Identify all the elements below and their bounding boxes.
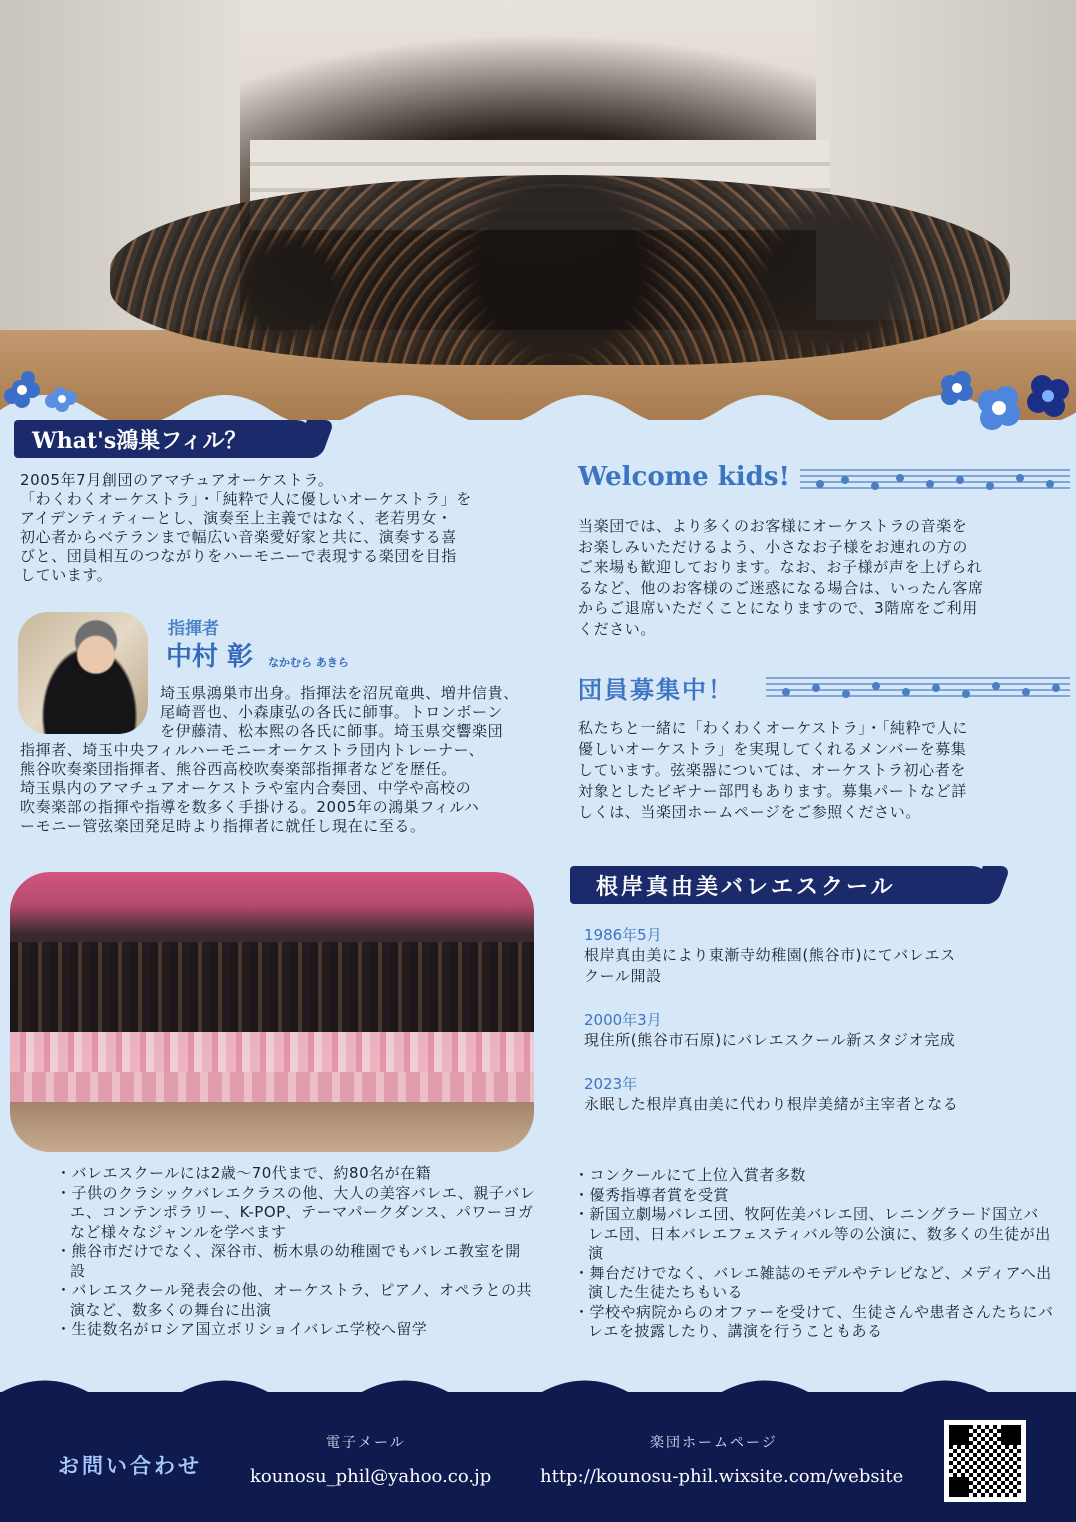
orchestra-stage-photo (0, 0, 1076, 420)
about-line: 初心者からベテランまで幅広い音楽愛好家と共に、演奏する喜 (20, 528, 457, 546)
conductor-bio-bottom (20, 741, 550, 836)
history-line: 永眠した根岸真由美に代わり根岸美緒が主宰者となる (584, 1095, 959, 1113)
about-header (14, 420, 314, 458)
conductor-reading: なかむら あきら (268, 656, 349, 669)
history-line: 現住所(熊谷市石原)にバレエスクール新スタジオ完成 (584, 1031, 956, 1049)
kids-line: 当楽団では、より多くのお客様にオーケストラの音楽を (578, 517, 968, 535)
list-item: ・ 学校や病院からのオファーを受けて、生徒さんや患者さんたちにバレエを披露したり、講演を行うこともある (574, 1303, 1054, 1342)
ballet-header (570, 866, 990, 904)
email-link[interactable]: kounosu_phil@yahoo.co.jp (250, 1466, 492, 1487)
email-label: 電子メール (326, 1435, 406, 1451)
about-line: 「わくわくオーケストラ」・「純粋で人に優しいオーケストラ」を (20, 490, 472, 508)
history-line: クール開設 (584, 967, 662, 985)
history-date: 1986年5月 (584, 926, 662, 944)
list-item: ・ 生徒数名がロシア国立ボリショイバレエ学校へ留学 (56, 1320, 536, 1340)
about-line: しています。 (20, 566, 113, 584)
kids-line: お楽しみいただけるよう、小さなお子様をお連れの方の (578, 537, 969, 556)
bio-line: 埼玉県鴻巣市出身。指揮法を沼尻竜典、増井信貴、 (160, 684, 519, 702)
recruit-header: 団員募集中！ (578, 676, 734, 704)
flower-decoration-left (0, 368, 90, 418)
kids-text (578, 516, 1058, 639)
history-line: 根岸真由美により東漸寺幼稚園(熊谷市)にてバレエス (584, 946, 956, 964)
conductor-photo (18, 612, 148, 734)
list-item: ・ 熊谷市だけでなく、深谷市、栃木県の幼稚園でもバレエ教室を開設 (56, 1242, 536, 1281)
recruit-line: しています。弦楽器については、オーケストラ初心者を (578, 761, 966, 779)
history-date: 2000年3月 (584, 1011, 662, 1029)
music-notes-icon (800, 462, 1070, 492)
ballet-history (584, 924, 1054, 1115)
conductor-bio-top (160, 684, 550, 741)
conductor-role: 指揮者 (168, 619, 219, 639)
ballet-header-text: 根岸真由美バレエスクール (596, 874, 896, 900)
ballet-bullets-left (56, 1164, 536, 1340)
bio-line: 熊谷吹奏楽団指揮者、熊谷西高校吹奏楽部指揮者などを歴任。 (20, 760, 457, 778)
about-header-text: What's鴻巣フィル？ (32, 427, 247, 454)
kids-header: Welcome kids! (578, 462, 790, 492)
wave-divider (0, 1368, 1076, 1418)
website-label: 楽団ホームページ (650, 1435, 778, 1451)
conductor-name: 中村 彰 (166, 642, 254, 672)
bio-line: を伊藤清、松本熙の各氏に師事。埼玉県交響楽団 (160, 722, 504, 740)
about-line: アイデンティティーとし、演奏至上主義ではなく、老若男女・ (20, 509, 453, 527)
music-notes-icon (766, 670, 1070, 700)
list-item: ・ コンクールにて上位入賞者多数 (574, 1166, 1054, 1186)
list-item: ・ 新国立劇場バレエ団、牧阿佐美バレエ団、レニングラード国立バレエ団、日本バレエフェスティバル等の公演に、数多くの生徒が出演 (574, 1205, 1054, 1264)
qr-code[interactable] (944, 1420, 1026, 1502)
recruit-text (578, 718, 1058, 823)
kids-line: るなど、他のお客様のご迷惑になる場合は、いったん客席 (578, 578, 984, 597)
recruit-line: 私たちと一緒に「わくわくオーケストラ」・「純粋で人に (578, 719, 969, 737)
list-item: ・ 子供のクラシックバレエクラスの他、大人の美容バレエ、親子バレエ、コンテンポラリー、K-POP、テーマパークダンス、パワーヨガなど様々なジャンルを学べます (56, 1184, 536, 1243)
contact-label: お問い合わせ (58, 1454, 202, 1478)
recruit-line: 優しいオーケストラ」を実現してくれるメンバーを募集 (578, 740, 967, 758)
list-item: ・ バレエスクールには2歳〜70代まで、約80名が在籍 (56, 1164, 536, 1184)
about-line: びと、団員相互のつながりをハーモニーで表現する楽団を目指 (20, 547, 457, 565)
history-date: 2023年 (584, 1075, 638, 1093)
about-line: 2005年7月創団のアマチュアオーケストラ。 (20, 471, 334, 489)
bio-line: 埼玉県内のアマチュアオーケストラや室内合奏団、中学や高校の (20, 779, 472, 797)
kids-line: ご来場も歓迎しております。なお、お子様が声を上げられ (578, 558, 983, 576)
kids-line: ください。 (578, 619, 657, 638)
about-text (20, 471, 540, 585)
website-link[interactable]: http://kounosu-phil.wixsite.com/website (540, 1466, 904, 1487)
bio-line: 吹奏楽部の指揮や指導を数多く手掛ける。2005年の鴻巣フィルハ (20, 798, 480, 816)
recruit-line: 対象としたビギナー部門もあります。募集パートなど詳 (578, 782, 967, 800)
list-item: ・ 舞台だけでなく、バレエ雑誌のモデルやテレビなど、メディアへ出演した生徒たちもいる (574, 1264, 1054, 1303)
flower-decoration-right (920, 362, 1076, 442)
list-item: ・ 優秀指導者賞を受賞 (574, 1186, 1054, 1206)
ballet-performance-photo (10, 872, 534, 1152)
kids-line: からご退席いただくことになりますので、3階席をご利用 (578, 599, 978, 617)
recruit-line: しくは、当楽団ホームページをご参照ください。 (578, 803, 921, 821)
list-item: ・ バレエスクール発表会の他、オーケストラ、ピアノ、オペラとの共演など、数多くの舞台に出演 (56, 1281, 536, 1320)
bio-line: ーモニー管弦楽団発足時より指揮者に就任し現在に至る。 (20, 817, 426, 835)
bio-line: 尾崎晋也、小森康弘の各氏に師事。トロンボーン (160, 703, 503, 721)
bio-line: 指揮者、埼玉中央フィルハーモニーオーケストラ団内トレーナー、 (20, 741, 485, 759)
ballet-bullets-right (574, 1166, 1054, 1342)
